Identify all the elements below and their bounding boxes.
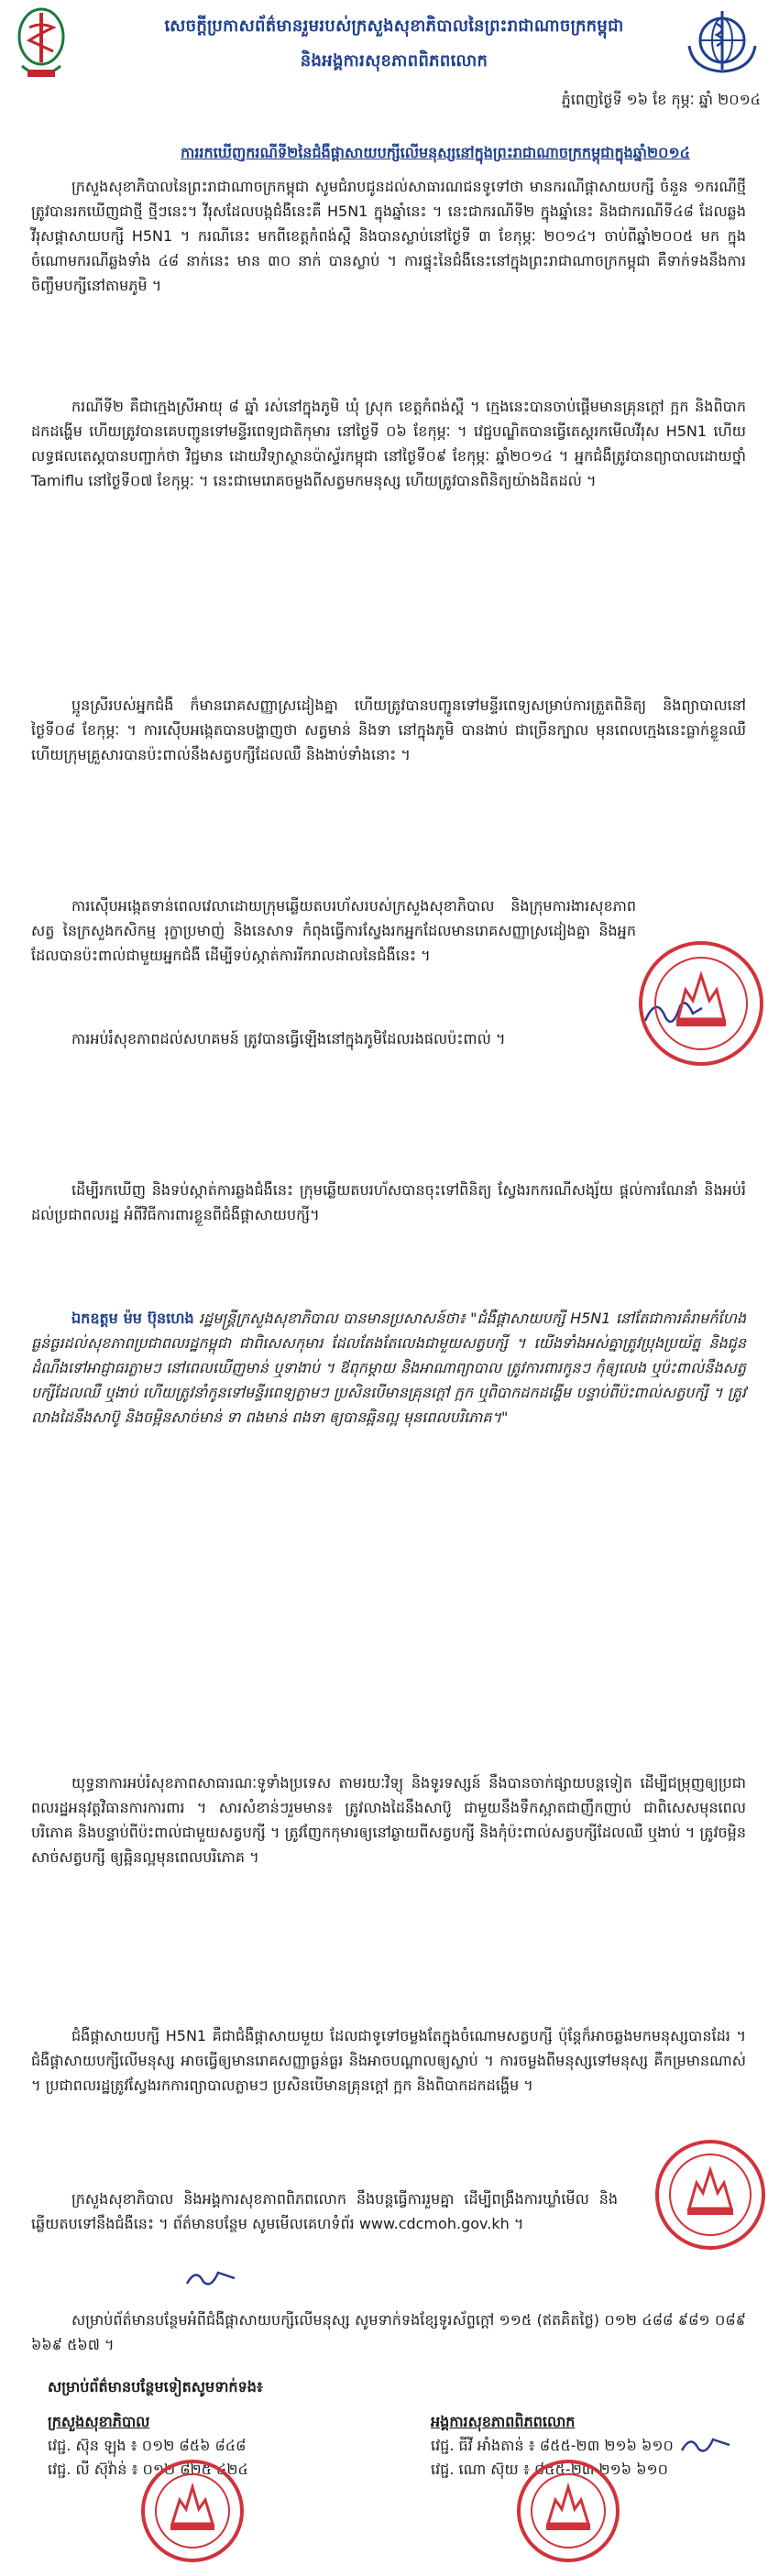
quote-speaker: ឯកឧត្តម ម៉ម ប៊ុនហេង [71, 1310, 194, 1327]
contact-moh-1: វេជ្ជ. ស៊ុន ឡុង ៖ ០១២ ៨៥៦ ៨៤៨ [48, 2437, 247, 2454]
issue-date: ភ្នំពេញថ្ងៃទី ១៦ ខែ កុម្ភៈ ឆ្នាំ ២០១៤ [561, 91, 761, 108]
paragraph-2: ករណីទី២ គឺជាក្មេងស្រីអាយុ ៨ ឆ្នាំ រស់នៅក្នុងភូមិ ឃុំ ស្រុក ខេត្តកំពង់ស្ពឺ ។ ក្មេងនេះបានចាប់ផ្តើមមានគ្រុនក្តៅ ក្អក និងពិបាកដកដង្ហើម ហើយត្រូវបានគេបញ្ជូនទៅមន្ទីរពេទ្យជាតិកុមារ នៅថ្ងៃទី ០៦ ខែកុម្ភៈ ។ វេជ្ជបណ្ឌិតបានធ្វើតេស្តរកមើលវីរុស H5N1 ហើយលទ្ធផលតេស្តបានបញ្ជាក់ថា វិជ្ជមាន ដោយវិទ្យាស្ថានប៉ាស្ទ័រកម្ពុជា នៅថ្ងៃទី០៩ ខែកុម្ភៈ ឆ្នាំ២០១៤ ។ អ្នកជំងឺត្រូវបានព្យាបាលដោយថ្នាំ Tamiflu នៅថ្ងៃទី០៧ ខែកុម្ភៈ ។ នេះជាមេរោគចម្លងពីសត្វមកមនុស្ស ហើយត្រូវបានពិនិត្យយ៉ាងដិតដល់ ។ [31, 398, 746, 489]
page-title: ការរកឃើញករណីទី២នៃជំងឺផ្តាសាយបក្សីលើមនុស្សនៅក្នុងព្រះរាជាណាចក្រកម្ពុជាក្នុងឆ្នាំ២០១៤ [181, 144, 690, 161]
contact-who-head: អង្គការសុខភាពពិភពលោក [431, 2413, 576, 2430]
signature-icon-3 [678, 2428, 733, 2460]
paragraph-5: ការអប់រំសុខភាពដល់សហគមន៍ ត្រូវបានធ្វើឡើងនៅក្នុងភូមិដែលរងផលប៉ះពាល់ ។ [71, 1030, 506, 1047]
header-line-2: និងអង្គការសុខភាពពិភពលោក [300, 51, 488, 71]
official-stamp-icon-2 [651, 2135, 770, 2254]
official-stamp-icon [632, 935, 770, 1072]
paragraph-9: ក្រសួងសុខាភិបាល និងអង្គការសុខភាពពិភពលោក នឹងបន្តធ្វើការរួមគ្នា ដើម្បីពង្រឹងការឃ្លាំមើល និងឆ្លើយតបទៅនឹងជំងឺនេះ ។ ព័ត៌មានបន្ថែម សូមមើលគេហទំព័រ www.cdcmoh.gov.kh ។ [31, 2190, 618, 2232]
paragraph-3: ប្អូនស្រីរបស់អ្នកជំងឺ ក៏មានរោគសញ្ញាស្រដៀងគ្នា ហើយត្រូវបានបញ្ជូនទៅមន្ទីរពេទ្យសម្រាប់ការត្រួតពិនិត្យ និងព្យាបាលនៅថ្ងៃទី០៨ ខែកុម្ភៈ ។ ការស៊ើបអង្កេតបានបង្ហាញថា សត្វមាន់ និងទា នៅក្នុងភូមិ បានងាប់ ជាច្រើនក្បាល មុនពេលក្មេងនេះធ្លាក់ខ្លួនឈឺ ហើយក្រុមគ្រួសារបានប៉ះពាល់នឹងសត្វបក្សីដែលឈឺ និងងាប់ទាំងនោះ ។ [31, 696, 747, 763]
contact-who-1: វេជ្ជ. ធីវី អាំងតាន់ ៖ ៨៥៥-២៣ ២១៦ ៦១០ [431, 2437, 674, 2454]
quote-text: រដ្ឋមន្ត្រីក្រសួងសុខាភិបាល បានមានប្រសាសន៍ថា៖ "ជំងឺផ្តាសាយបក្សី H5N1 នៅតែជាការគំរាមកំហែងធ្ងន់ធ្ងរដល់សុខភាពប្រជាពលរដ្ឋកម្ពុជា ជាពិសេសកុមារ ដែលតែងតែលេងជាមួយសត្វបក្សី ។ យើងទាំងអស់គ្នាត្រូវប្រុងប្រយ័ត្ន និងជូនដំណឹងទៅអាជ្ញាធរភ្លាមៗ នៅពេលឃើញមាន់ ឬទាងាប់ ។ ឪពុកម្តាយ និងអាណាព្យាបាល ត្រូវការពារកូនៗ កុំឲ្យលេង ឬប៉ះពាល់នឹងសត្វបក្សីដែលឈឺ ឬងាប់ ហើយត្រូវនាំកូនទៅមន្ទីរពេទ្យភ្លាមៗ ប្រសិនបើមានគ្រុនក្តៅ ក្អក ឬពិបាកដកដង្ហើម បន្ទាប់ពីប៉ះពាល់សត្វបក្សី ។ ត្រូវលាងដៃនឹងសាប៊ូ និងចម្អិនសាច់មាន់ ទា ពងមាន់ ពងទា ឲ្យបានឆ្អិនល្អ មុនពេលបរិភោគ។" [31, 1310, 746, 1426]
paragraph-6: ដើម្បីរកឃើញ និងទប់ស្កាត់ការឆ្លងជំងឺនេះ ក្រុមឆ្លើយតបរហ័សបានចុះទៅពិនិត្យ ស្វែងរកករណីសង្ស័យ ផ្តល់ការណែនាំ និងអប់រំដល់ប្រជាពលរដ្ឋ អំពីវិធីការពារខ្លួនពីជំងឺផ្តាសាយបក្សី។ [31, 1181, 746, 1223]
quote-paragraph [31, 1306, 746, 1430]
moh-stamp-icon [137, 2456, 247, 2566]
paragraph-4: ការស៊ើបអង្កេតទាន់ពេលវេលាដោយក្រុមឆ្លើយតបរហ័សរបស់ក្រសួងសុខាភិបាល និងក្រុមការងារសុខភាពសត្វ នៃក្រសួងកសិកម្ម រុក្ខាប្រមាញ់ និងនេសាទ កំពុងធ្វើការស្វែងរកអ្នកដែលមានរោគសញ្ញាស្រដៀងគ្នា និងអ្នកដែលបានប៉ះពាល់ជាមួយអ្នកជំងឺ ដើម្បីទប់ស្កាត់ការរីករាលដាលនៃជំងឺនេះ ។ [31, 897, 636, 964]
hotline-note: សម្រាប់ព័ត៌មានបន្ថែមអំពីជំងឺផ្តាសាយបក្សីលើមនុស្ស សូមទាក់ទងខ្សែទូរស័ព្ទក្តៅ ១១៥ (ឥតគិតថ្លៃ) ០១២ ៤៨៨ ៩៨១ ០៨៩ ៦៦៩ ៥៦៧ ។ [31, 2311, 746, 2353]
header-line-1: សេចក្តីប្រកាសព័ត៌មានរួមរបស់ក្រសួងសុខាភិបាលនៃព្រះរាជាណាចក្រកម្ពុជា [164, 16, 624, 36]
paragraph-1: ក្រសួងសុខាភិបាលនៃព្រះរាជាណាចក្រកម្ពុជា សូមជំរាបជូនដល់សាធារណជនទូទៅថា មានករណីផ្តាសាយបក្សី ចំនួន ១ករណីថ្មី ត្រូវបានរកឃើញជាថ្មី ថ្មីៗនេះ។ វីរុសដែលបង្កជំងឺនេះគឺ H5N1 ក្នុងឆ្នាំនេះ ។ នេះជាករណីទី២ ក្នុងឆ្នាំនេះ និងជាករណីទី៤៨ ដែលឆ្លងវីរុសផ្តាសាយបក្សី H5N1 ។ ករណីនេះ មកពីខេត្តកំពង់ស្ពឺ និងបានស្លាប់នៅថ្ងៃទី ៣ ខែកុម្ភៈ ២០១៤។ ចាប់ពីឆ្នាំ២០០៥ មក ក្នុងចំណោមករណីឆ្លងទាំង ៤៨ នាក់នេះ មាន ៣០ នាក់ បានស្លាប់ ។ ការផ្ទុះនៃជំងឺនេះនៅក្នុងព្រះរាជាណាចក្រកម្ពុជា គឺទាក់ទងនឹងការចិញ្ចឹមបក្សីនៅតាមភូមិ ។ [31, 178, 746, 294]
contact-who-2: វេជ្ជ. ណោ ស៊ុយ ៖ ៨៥៥-២៣ ២១៦ ៦១០ [431, 2461, 668, 2478]
contact-moh-2: វេជ្ជ. លី ស៊ុវ៉ាន់ ៖ ០១២ ៨២៥ ៤២៤ [48, 2461, 248, 2478]
paragraph-7: យុទ្ធនាការអប់រំសុខភាពសាធារណៈទូទាំងប្រទេស តាមរយៈវិទ្យុ និងទូរទស្សន៍ នឹងបានចាក់ផ្សាយបន្តទៀត ដើម្បីជម្រុញឲ្យប្រជាពលរដ្ឋអនុវត្តវិធានការការពារ ។ សារសំខាន់ៗរួមមាន៖ ត្រូវលាងដៃនឹងសាប៊ូ ជាមួយនឹងទឹកស្អាតជាញឹកញាប់ ជាពិសេសមុនពេលបរិភោគ និងបន្ទាប់ពីប៉ះពាល់ជាមួយសត្វបក្សី ។ ត្រូវញែកកុមារឲ្យនៅឆ្ងាយពីសត្វបក្សី និងកុំប៉ះពាល់សត្វបក្សីដែលឈឺ ឬងាប់ ។ ត្រូវចម្អិនសាច់សត្វបក្សី ឲ្យឆ្អិនល្អមុនពេលបរិភោគ ។ [31, 1774, 746, 1866]
paragraph-8: ជំងឺផ្តាសាយបក្សី H5N1 គឺជាជំងឺផ្តាសាយមួយ ដែលជាទូទៅចម្លងតែក្នុងចំណោមសត្វបក្សី ប៉ុន្តែក៏អាចឆ្លងមកមនុស្សបានដែរ ។ ជំងឺផ្តាសាយបក្សីលើមនុស្ស អាចធ្វើឲ្យមានរោគសញ្ញាធ្ងន់ធ្ងរ និងអាចបណ្តាលឲ្យស្លាប់ ។ ការចម្លងពីមនុស្សទៅមនុស្ស គឺកម្រមានណាស់ ។ ប្រជាពលរដ្ឋត្រូវស្វែងរកការព្យាបាលភ្លាមៗ ប្រសិនបើមានគ្រុនក្តៅ ក្អក និងពិបាកដកដង្ហើម ។ [31, 2027, 746, 2094]
ministry-of-health-emblem-icon [13, 4, 70, 86]
contact-title: សម្រាប់ព័ត៌មានបន្ថែមទៀតសូមទាក់ទង៖ [48, 2378, 263, 2395]
contact-moh-head: ក្រសួងសុខាភិបាល [48, 2413, 150, 2430]
who-stamp-icon [513, 2456, 623, 2566]
signature-icon-2 [183, 2264, 238, 2291]
who-emblem-icon [680, 5, 764, 77]
